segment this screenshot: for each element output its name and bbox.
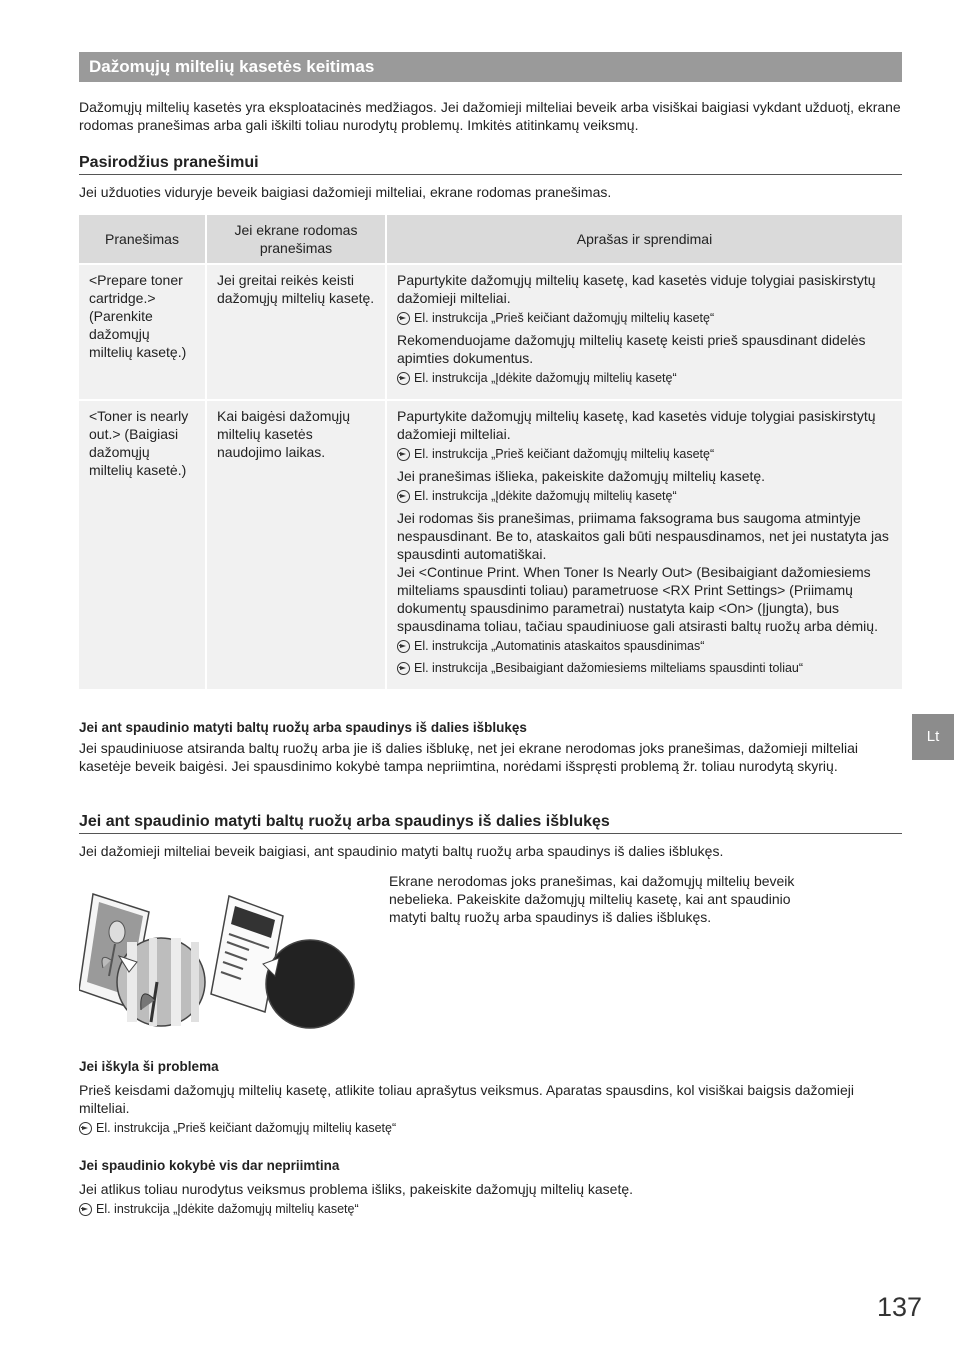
reference-label: El. instrukcija „Prieš keičiant dažomųjų miltelių kasetę“ (414, 311, 715, 325)
arrow-right-circle-icon (397, 448, 410, 461)
quality-heading: Jei spaudinio kokybė vis dar nepriimtina (79, 1158, 340, 1173)
message-heading: Pasirodžius pranešimui (79, 153, 902, 175)
problem-heading: Jei iškyla ši problema (79, 1059, 219, 1074)
solution-text: Rekomenduojame dažomųjų miltelių kasetę keisti prieš spausdinant didelės apimties dokumentus. (397, 332, 866, 366)
streak-intro: Jei dažomieji milteliai beveik baigiasi, ant spaudinio matyti baltų ruožų arba spaudinys iš dalies išblukęs. (79, 843, 724, 859)
quality-text: Jei atlikus toliau nurodytus veiksmus problema išliks, pakeiskite dažomųjų miltelių kasetę. (79, 1181, 634, 1197)
arrow-right-circle-icon (397, 640, 410, 653)
solution-cell (386, 400, 902, 689)
solution-cell (386, 264, 902, 400)
table-row (79, 400, 902, 689)
arrow-right-circle-icon (79, 1203, 92, 1216)
manual-reference[interactable] (397, 369, 892, 387)
reference-label: El. instrukcija „Įdėkite dažomųjų miltelių kasetę“ (414, 371, 677, 385)
problem-text: Prieš keisdami dažomųjų miltelių kasetę, atlikite toliau aprašytus veiksmus. Aparatas spausdins, kol visiškai baigsis dažomieji milteliai. (79, 1082, 855, 1116)
reference-label: El. instrukcija „Prieš keičiant dažomųjų miltelių kasetę“ (96, 1121, 397, 1135)
message-cell: <Toner is nearly out.> (Baigiasi dažomųjų miltelių kasetė.) (79, 400, 206, 689)
solution-text: Papurtykite dažomųjų miltelių kasetę, kad kasetės viduje tolygiai pasiskirstytų dažomieji milteliai. (397, 272, 876, 306)
page-number: 137 (876, 1292, 922, 1322)
message-table (79, 215, 902, 689)
reference-label: El. instrukcija „Prieš keičiant dažomųjų miltelių kasetę“ (414, 447, 715, 461)
solution-text: Jei rodomas šis pranešimas, priimama faksograma bus saugoma atmintyje nespausdinant. Be to, ataskaitos gali būti nespausdinamos, net jei nustatyta jas spausdinti automatiškai. (397, 510, 889, 562)
note-text: Jei spaudiniuose atsiranda baltų ruožų arba jie iš dalies išblukę, net jei ekrane nerodomas joks pranešimas, dažomieji milteliai kasetėje beveik baigėsi. Jei spausdinimo kokybė tampa nepriimtina, norėdami išspręsti problemą žr. toliau nurodytą skyrių. (79, 740, 858, 774)
arrow-right-circle-icon (397, 312, 410, 325)
when-cell: Kai baigėsi dažomųjų miltelių kasetės naudojimo laikas. (206, 400, 386, 689)
reference-label: El. instrukcija „Besibaigiant dažomiesiems milteliams spausdinti toliau“ (414, 661, 804, 675)
arrow-right-circle-icon (397, 490, 410, 503)
manual-reference[interactable] (397, 487, 892, 505)
table-header-row (79, 215, 902, 264)
table-header: Aprašas ir sprendimai (386, 215, 902, 264)
photo-zoom-circle (117, 938, 205, 1026)
reference-label: El. instrukcija „Įdėkite dažomųjų miltelių kasetę“ (414, 489, 677, 503)
when-cell: Jei greitai reikės keisti dažomųjų miltelių kasetę. (206, 264, 386, 400)
solution-text: Jei <Continue Print. When Toner Is Nearly Out> (Besibaigiant dažomiesiems milteliams spausdinti toliau) parametruose <RX Print Settings> (Priimamų dokumentų spausdinimo parametrai) nustatyta kaip <On> (Įjungta), bus spausdinama toliau, tačiau spaudiniuose gali atsirasti baltų ruožų arba dėmių. (397, 564, 878, 634)
table-header: Pranešimas (79, 215, 206, 264)
streak-heading: Jei ant spaudinio matyti baltų ruožų arba spaudinys iš dalies išblukęs (79, 812, 902, 834)
reference-label: El. instrukcija „Automatinis ataskaitos spausdinimas“ (414, 639, 705, 653)
manual-reference[interactable] (397, 637, 892, 655)
manual-reference[interactable] (79, 1119, 902, 1137)
manual-reference[interactable] (397, 445, 892, 463)
page-content (79, 52, 902, 1222)
arrow-right-circle-icon (79, 1122, 92, 1135)
faded-print-illustration (79, 872, 389, 1042)
manual-reference[interactable] (397, 309, 892, 327)
table-header: Jei ekrane rodomas pranešimas (206, 215, 386, 264)
message-cell: <Prepare toner cartridge.> (Parenkite dažomųjų miltelių kasetę.) (79, 264, 206, 400)
manual-reference[interactable] (397, 659, 892, 677)
figure-caption: Ekrane nerodomas joks pranešimas, kai dažomųjų miltelių beveik nebelieka. Pakeiskite dažomųjų miltelių kasetę, kai ant spaudinio matyti baltų ruožų arba spaudinys iš dalies išblukęs. (389, 873, 795, 925)
section-title: Dažomųjų miltelių kasetės keitimas (79, 52, 902, 82)
intro-text: Dažomųjų miltelių kasetės yra eksploatacinės medžiagos. Jei dažomieji milteliai beveik arba visiškai baigiasi vykdant užduotį, ekrane rodomas pranešimas arba gali iškilti toliau nurodytų problemų. Imkitės atitinkamų veiksmų. (79, 99, 901, 133)
arrow-right-circle-icon (397, 662, 410, 675)
reference-label: El. instrukcija „Įdėkite dažomųjų miltelių kasetę“ (96, 1202, 359, 1216)
figure-row (79, 872, 902, 1042)
arrow-right-circle-icon (397, 372, 410, 385)
note-heading: Jei ant spaudinio matyti baltų ruožų arba spaudinys iš dalies išblukęs (79, 720, 527, 735)
solution-text: Papurtykite dažomųjų miltelių kasetę, kad kasetės viduje tolygiai pasiskirstytų dažomieji milteliai. (397, 408, 876, 442)
message-intro: Jei užduoties viduryje beveik baigiasi dažomieji milteliai, ekrane rodomas pranešimas. (79, 184, 612, 200)
language-tab[interactable]: Lt (912, 714, 954, 760)
table-row (79, 264, 902, 400)
solution-text: Jei pranešimas išlieka, pakeiskite dažomųjų miltelių kasetę. (397, 468, 766, 484)
manual-reference[interactable] (79, 1200, 902, 1218)
